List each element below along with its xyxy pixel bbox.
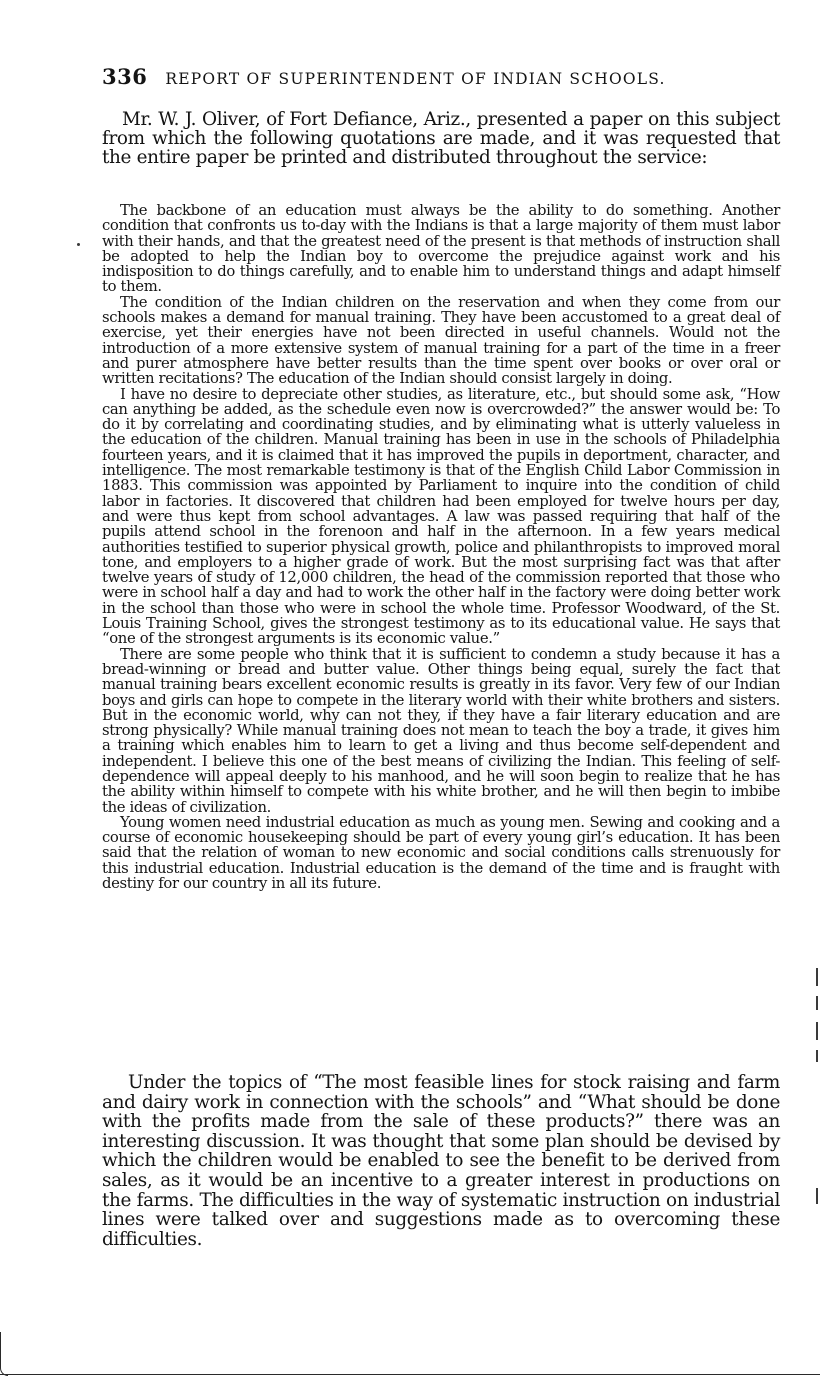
page-header: [102, 64, 792, 90]
page-edge-mark: [816, 968, 818, 986]
page-frame-corner: [0, 1332, 8, 1376]
page-edge-mark: [816, 1022, 818, 1040]
page-frame-bottom: [0, 1374, 820, 1380]
page-edge-mark: [816, 1188, 818, 1204]
closing-paragraph: Under the topics of “The most feasible lines for stock raising and farm and dairy work in connection with the schools” and “What should be done with the profits made from the sale of these products?” there was an interesting discussion. It was thought that some plan should be devised by which the children would be enabled to see the benefit to be derived from sales, as it would be an incentive to a greater interest in productions on the farms. The difficulties in the way of systematic instruction on industrial lines were talked over and suggestions made as to overcoming these difficulties.: [102, 1072, 780, 1250]
running-title: REPORT OF SUPERINTENDENT OF INDIAN SCHOOLS.: [165, 70, 666, 88]
quote-paragraph-2: The condition of the Indian children on the reservation and when they come from our schools makes a demand for manual training. They have been accustomed to a great deal of exercise, yet their energies have not been directed in useful channels. Would not the introduction of a more extensive system of manual training for a part of the time in a freer and purer atmosphere have better results than the time spent over books or over oral or written recitations? The education of the Indian should consist largely in doing.: [102, 293, 780, 388]
quoted-paper-excerpt: [102, 203, 780, 891]
quote-paragraph-3: I have no desire to depreciate other studies, as literature, etc., but should some ask, “How can anything be added, as the schedule even now is overcrowded?” the answer would be: To do it by correlating and coordinating studies, and by eliminating what is utterly valueless in the education of the children. Manual training has been in use in the schools of Philadelphia fourteen years, and it is claimed that it has improved the pupils in deportment, character, and intelligence. The most remarkable testimony is that of the English Child Labor Commission in 1883. This commission was appointed by Parliament to inquire into the condition of child labor in factories. It discovered that children had been employed for twelve hours per day, and were thus kept from school advantages. A law was passed requiring that half of the pupils attend school in the forenoon and half in the afternoon. In a few years medical authorities testified to superior physical growth, police and philanthropists to improved moral tone, and employers to a higher grade of work. But the most surprising fact was that after twelve years of study of 12,000 children, the head of the commission reported that those who were in school half a day and had to work the other half in the factory were doing better work in the school than those who were in school the whole time. Professor Woodward, of the St. Louis Training School, gives the strongest testimony as to its educational value. He says that “one of the strongest arguments is its economic value.”: [102, 385, 780, 648]
quote-paragraph-4: There are some people who think that it is sufficient to condemn a study because it has a bread-winning or bread and butter value. Other things being equal, surely the fact that manual training bears excellent economic results is greatly in its favor. Very few of our Indian boys and girls can hope to compete in the literary world with their white brothers and sisters. But in the economic world, why can not they, if they have a fair literary education and are strong physically? While manual training does not mean to teach the boy a trade, it gives him a training which enables him to learn to get a living and thus become self-dependent and independent. I believe this one of the best means of civilizing the Indian. This feeling of self-dependence will appeal deeply to his manhood, and he will soon begin to realize that he has the ability within himself to compete with his white brother, and he will then begin to imbibe the ideas of civilization.: [102, 645, 780, 816]
page-number: 336: [102, 64, 148, 89]
quote-paragraph-1: The backbone of an education must always be the ability to do something. Another condition that confronts us to-day with the Indians is that a large majority of them must labor with their hands, and that the greatest need of the present is that methods of instruction shall be adopted to help the Indian boy to overcome the prejudice against work and his indisposition to do things carefully, and to enable him to understand things and adapt himself to them.: [102, 202, 780, 296]
intro-paragraph: Mr. W. J. Oliver, of Fort Defiance, Ariz., presented a paper on this subject from which the following quotations are made, and it was requested that the entire paper be printed and distributed throughout the service:: [102, 109, 780, 168]
quote-paragraph-5: Young women need industrial education as much as young men. Sewing and cooking and a course of economic housekeeping should be part of every young girl’s education. It has been said that the relation of woman to new economic and social conditions calls strenuously for this industrial education. Industrial education is the demand of the time and is fraught with destiny for our country in all its future.: [102, 813, 780, 893]
page-edge-mark: [816, 996, 818, 1010]
page-edge-mark: [816, 1050, 818, 1062]
margin-speck: [77, 243, 80, 246]
